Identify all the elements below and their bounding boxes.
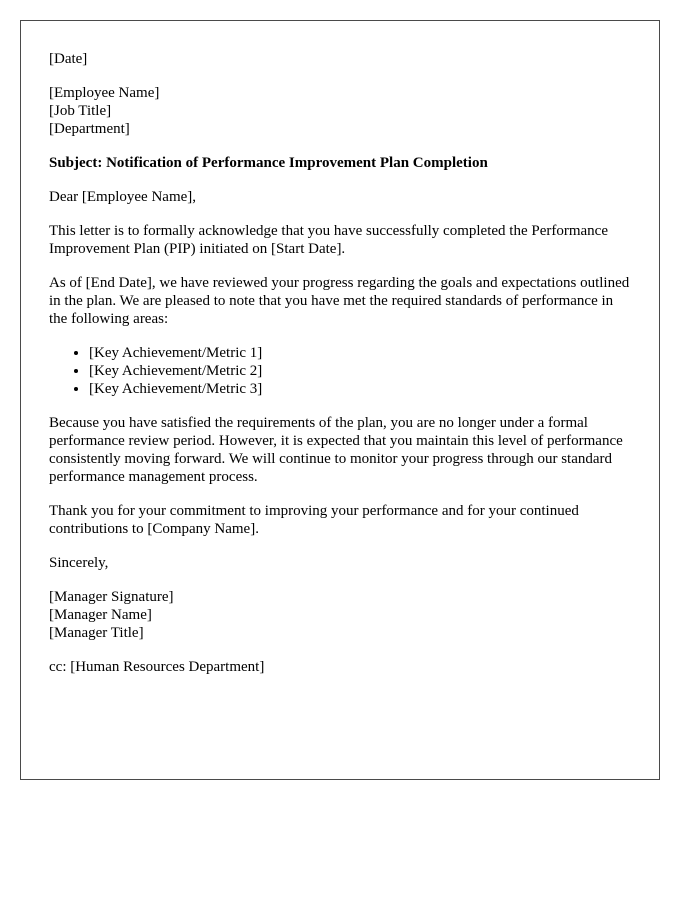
recipient-name: [Employee Name] (49, 85, 160, 101)
date-block (49, 50, 631, 68)
closing: Sincerely, (49, 555, 109, 571)
letter-date: [Date] (49, 51, 88, 67)
list-item: • [Key Achievement/Metric 2] (89, 362, 631, 380)
paragraph-thanks: Thank you for your commitment to improving your performance and for your continued contributions to [Company Name]. (49, 503, 579, 537)
list-item: • [Key Achievement/Metric 3] (89, 380, 631, 398)
manager-name: [Manager Name] (49, 607, 152, 623)
list-item: • [Key Achievement/Metric 1] (89, 344, 631, 362)
letter-document (20, 20, 660, 780)
manager-signature: [Manager Signature] (49, 589, 174, 605)
achievements-list (49, 344, 631, 398)
paragraph-acknowledgement: This letter is to formally acknowledge that you have successfully completed the Performance Improvement Plan (PIP) initiated on [Start Date]. (49, 223, 608, 257)
subject-line: Subject: Notification of Performance Improvement Plan Completion (49, 155, 488, 171)
salutation: Dear [Employee Name], (49, 189, 197, 205)
recipient-job-title: [Job Title] (49, 103, 112, 119)
recipient-block (49, 84, 631, 138)
manager-title: [Manager Title] (49, 625, 144, 641)
paragraph-review: As of [End Date], we have reviewed your progress regarding the goals and expectations outlined in the plan. We are pleased to note that you have met the required standards of performance in the following areas: (49, 275, 630, 327)
recipient-department: [Department] (49, 121, 130, 137)
paragraph-requirements: Because you have satisfied the requirements of the plan, you are no longer under a formal performance review period. However, it is expected that you maintain this level of performance consistently moving forward. We will continue to monitor your progress through our standard performance management process. (49, 415, 623, 485)
cc-line: cc: [Human Resources Department] (49, 659, 265, 675)
signature-block (49, 588, 631, 642)
